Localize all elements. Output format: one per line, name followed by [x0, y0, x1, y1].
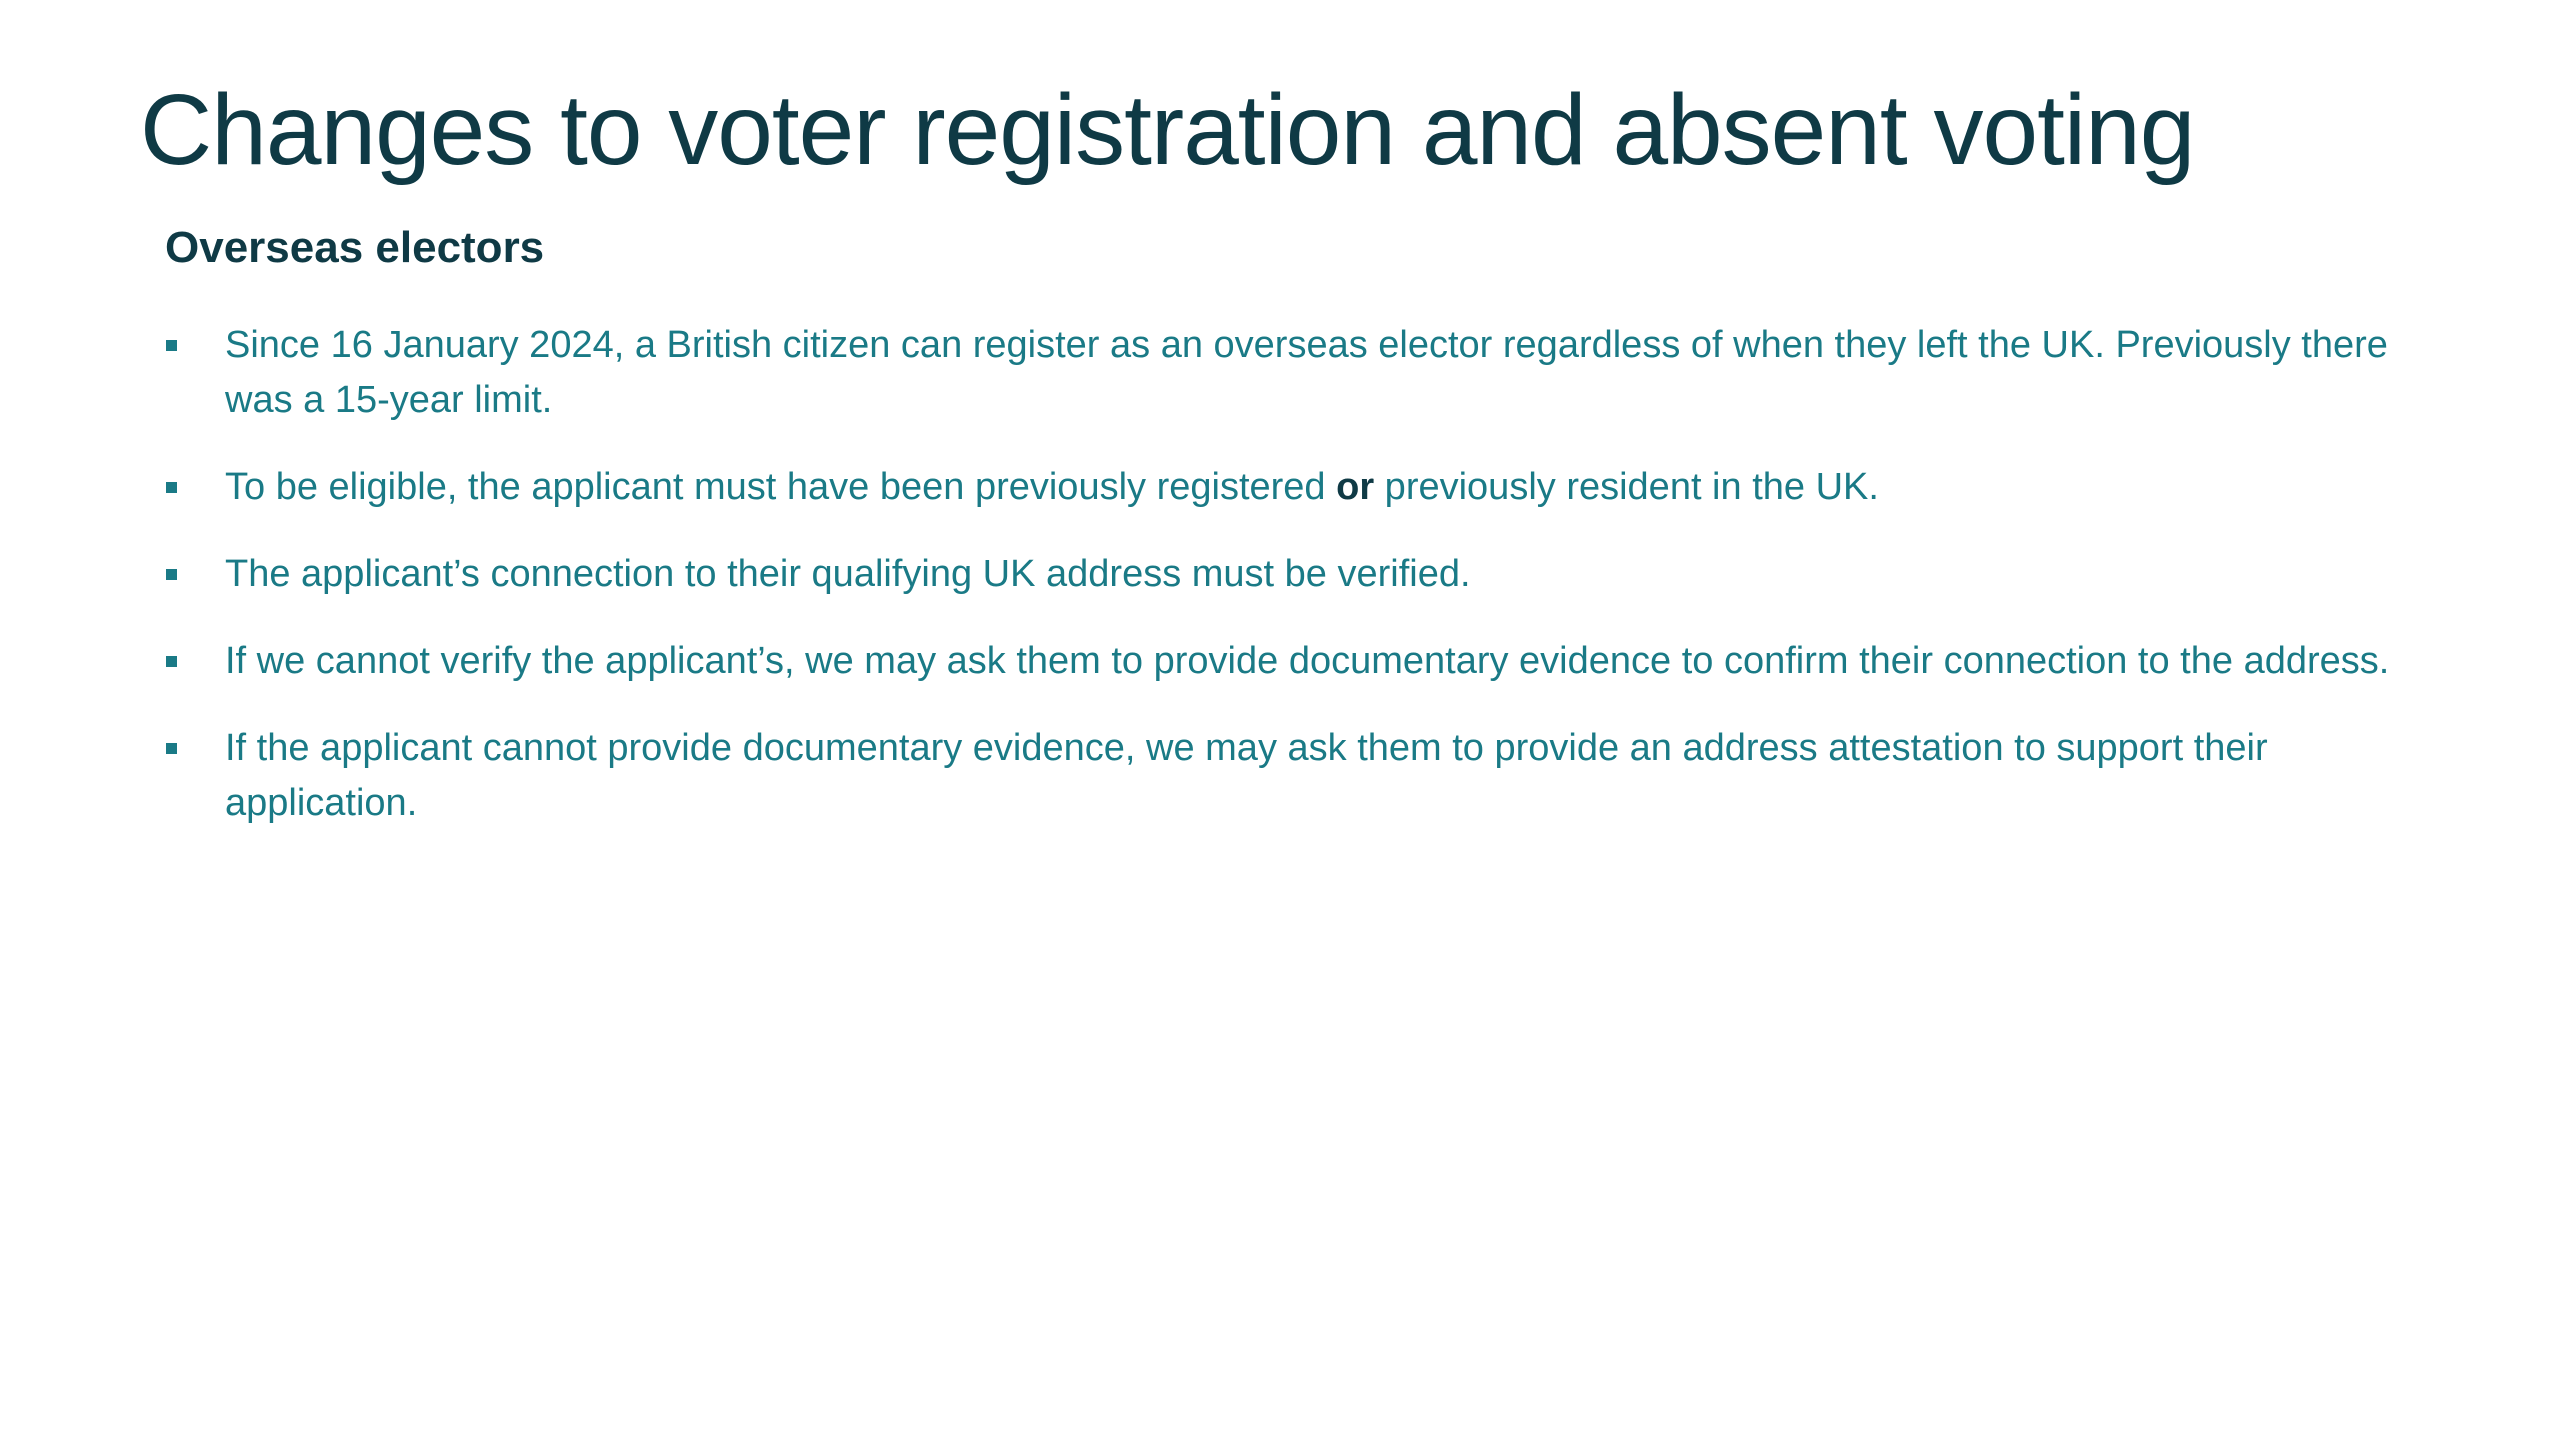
square-bullet-icon [166, 656, 177, 667]
section-subheading: Overseas electors [165, 223, 545, 272]
bullet-item [165, 634, 2405, 689]
bullet-text: Since 16 January 2024, a British citizen can register as an overseas elector regardless of when they left the UK. Previously there was a 15-year limit. [225, 324, 2388, 421]
bullet-item [165, 547, 2405, 602]
square-bullet-icon [166, 340, 177, 351]
bullet-text: The applicant’s connection to their qualifying UK address must be verified. [225, 553, 1471, 595]
bullet-text-after: previously resident in the UK. [1374, 466, 1879, 508]
bullet-text-before: To be eligible, the applicant must have been previously registered [225, 466, 1337, 508]
bullet-text: If the applicant cannot provide documentary evidence, we may ask them to provide an address attestation to support their application. [225, 727, 2268, 824]
slide-title: Changes to voter registration and absent voting [140, 74, 2195, 186]
bullet-list [165, 318, 2405, 863]
bullet-item [165, 460, 2405, 515]
square-bullet-icon [166, 569, 177, 580]
square-bullet-icon [166, 743, 177, 754]
bullet-item [165, 721, 2405, 831]
bullet-text-emphasis: or [1336, 466, 1375, 508]
bullet-text: If we cannot verify the applicant’s, we may ask them to provide documentary evidence to confirm their connection to the address. [225, 640, 2390, 682]
bullet-item [165, 318, 2405, 428]
square-bullet-icon [166, 482, 177, 493]
